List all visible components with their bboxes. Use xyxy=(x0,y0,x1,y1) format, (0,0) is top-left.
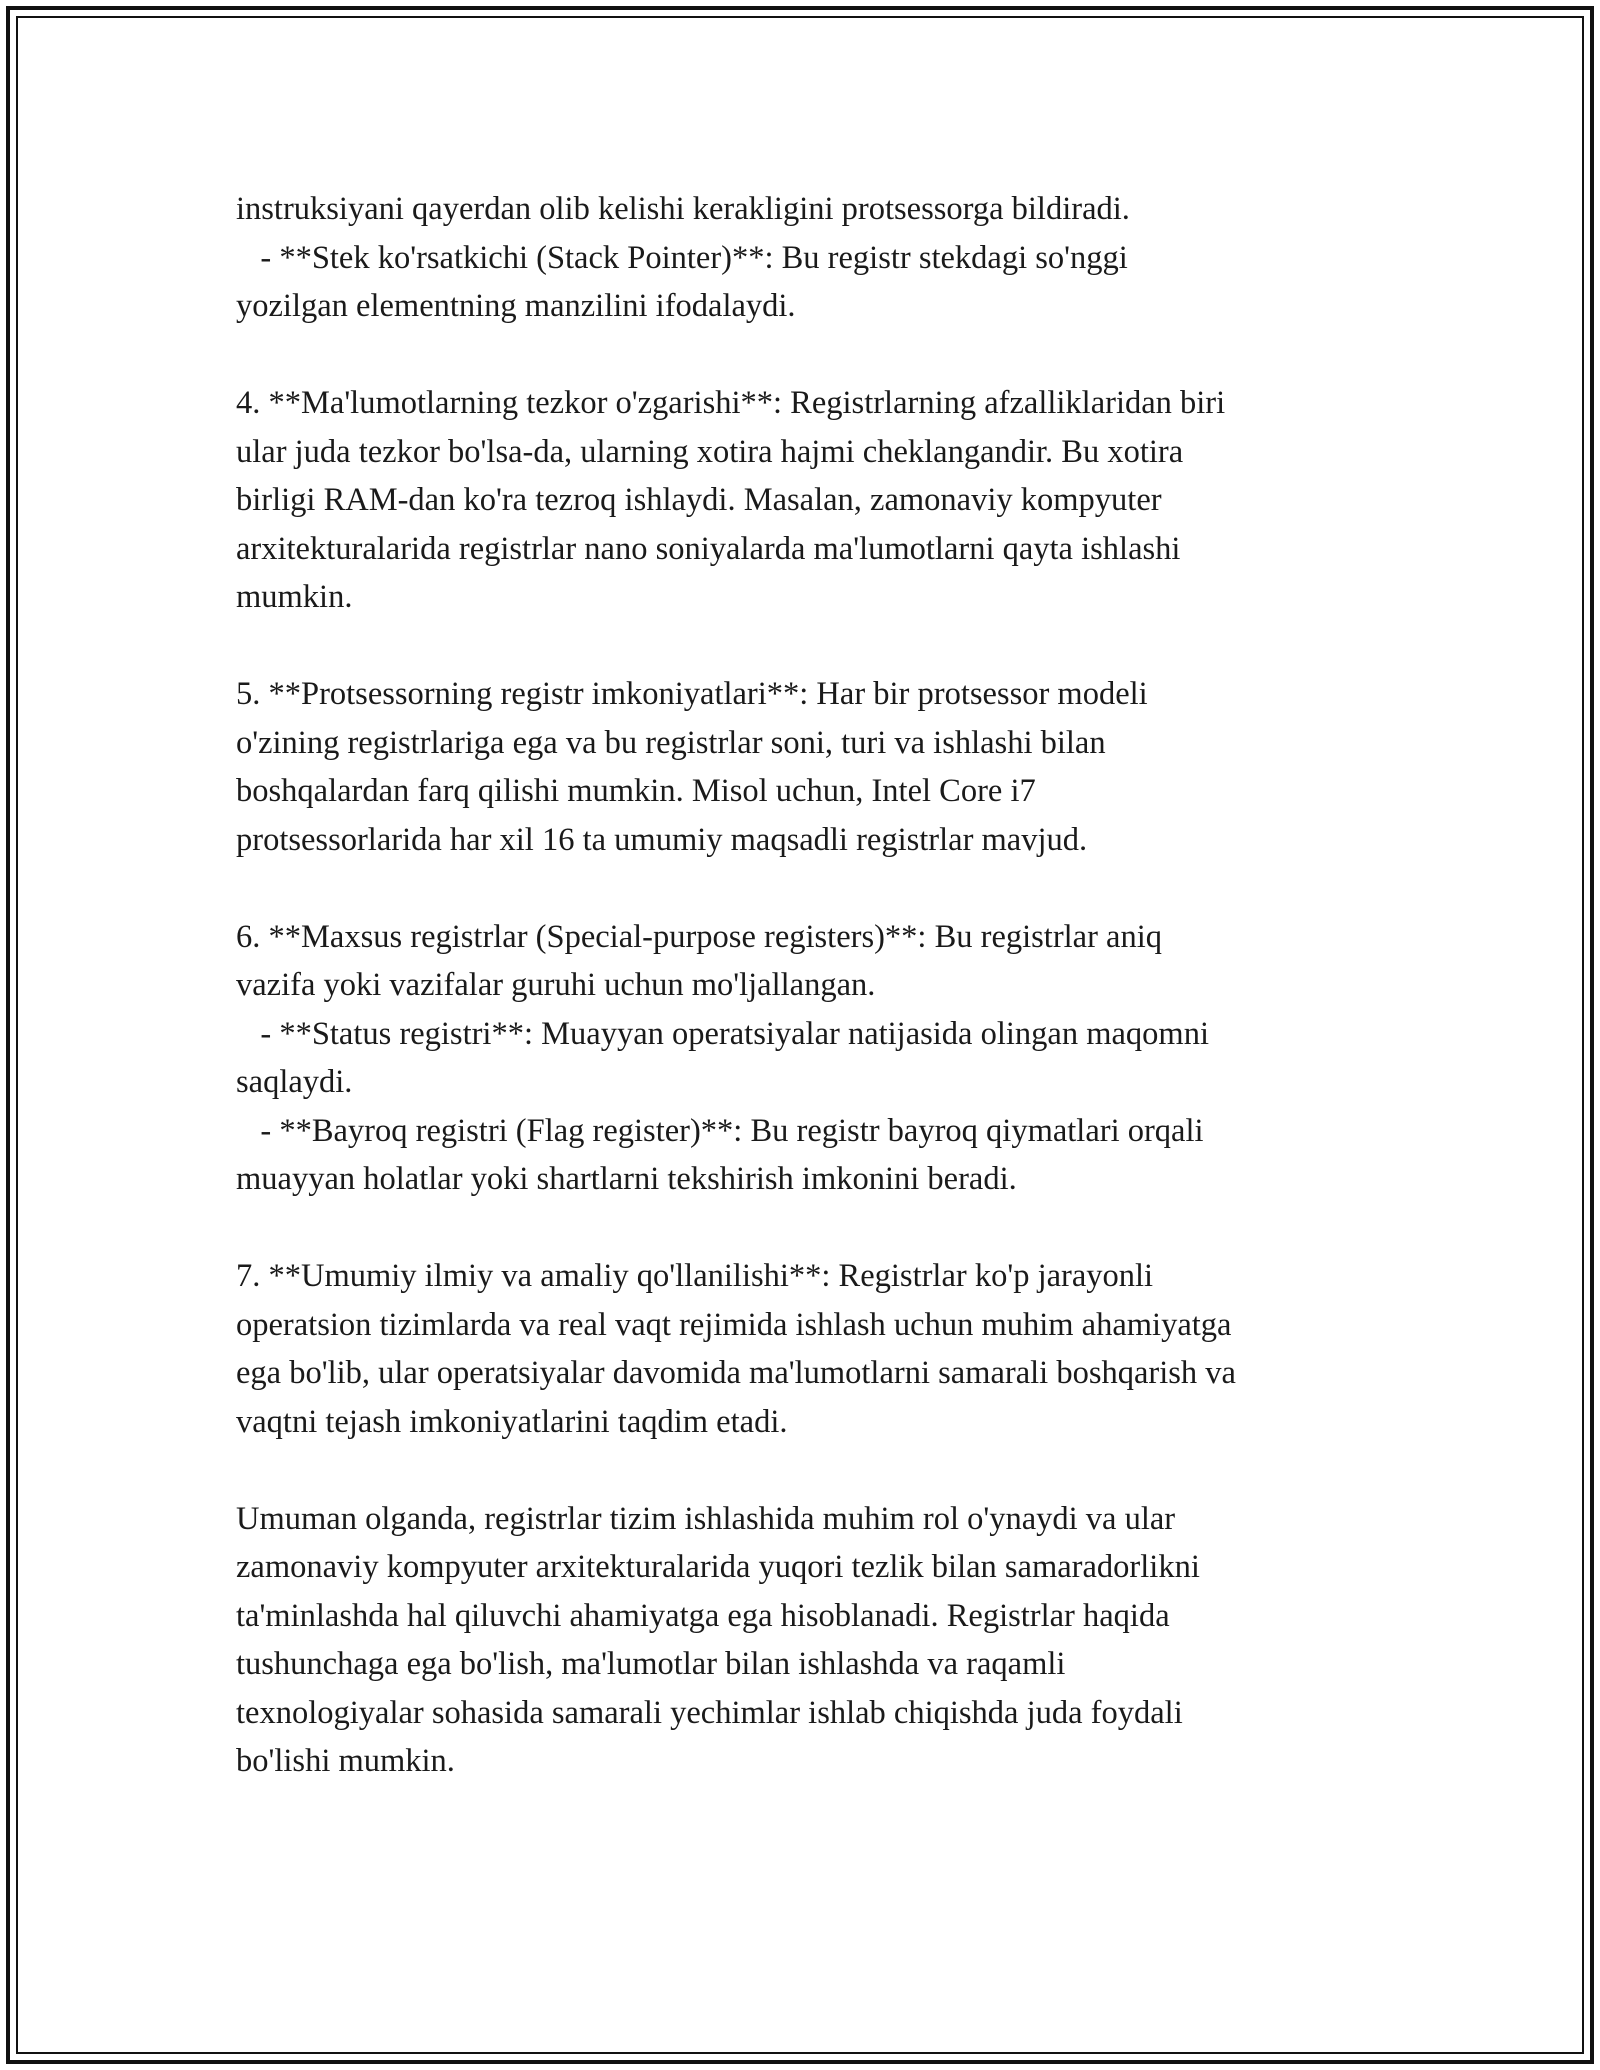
text-line: bo'lishi mumkin. xyxy=(236,1743,455,1779)
text-line: arxitekturalarida registrlar nano soniyalarda ma'lumotlarni qayta ishlashi xyxy=(236,530,1181,567)
document-body xyxy=(236,185,1386,1786)
text-line: ega bo'lib, ular operatsiyalar davomida ma'lumotlarni samarali boshqarish va xyxy=(236,1355,1236,1391)
paragraph-spacer xyxy=(236,1204,1386,1253)
text-line: instruksiyani qayerdan olib kelishi kerakligini protsessorga bildiradi. xyxy=(236,191,1130,227)
text-line: - **Bayroq registri (Flag register)**: Bu registr bayroq qiymatlari orqali xyxy=(236,1112,1204,1149)
text-line: 7. **Umumiy ilmiy va amaliy qo'llanilishi**: Registrlar ko'p jarayonli xyxy=(236,1258,1154,1294)
text-line: boshqalardan farq qilishi mumkin. Misol uchun, Intel Core i7 xyxy=(236,773,1036,809)
paragraph-spacer xyxy=(236,331,1386,380)
text-line: vazifa yoki vazifalar guruhi uchun mo'ljallangan. xyxy=(236,967,876,1003)
paragraph-spacer xyxy=(236,622,1386,671)
text-line: - **Status registri**: Muayyan operatsiyalar natijasida olingan maqomni xyxy=(236,1015,1209,1052)
text-line: birligi RAM-dan ko'ra tezroq ishlaydi. Masalan, zamonaviy kompyuter xyxy=(236,482,1162,518)
text-line: - **Stek ko'rsatkichi (Stack Pointer)**: Bu registr stekdagi so'nggi xyxy=(236,239,1128,276)
text-line: Umuman olganda, registrlar tizim ishlashida muhim rol o'ynaydi va ular xyxy=(236,1500,1176,1537)
paragraph-spacer xyxy=(236,864,1386,913)
paragraph xyxy=(236,670,1386,864)
paragraph xyxy=(236,1495,1386,1786)
text-line: yozilgan elementning manzilini ifodalaydi. xyxy=(236,288,796,324)
text-line: protsessorlarida har xil 16 ta umumiy maqsadli registrlar mavjud. xyxy=(236,821,1088,858)
paragraph xyxy=(236,913,1386,1204)
text-line: zamonaviy kompyuter arxitekturalarida yuqori tezlik bilan samaradorlikni xyxy=(236,1549,1200,1585)
text-line: 6. **Maxsus registrlar (Special-purpose registers)**: Bu registrlar aniq xyxy=(236,918,1163,955)
paragraph-spacer xyxy=(236,1446,1386,1495)
text-line: 5. **Protsessorning registr imkoniyatlari**: Har bir protsessor modeli xyxy=(236,676,1148,712)
paragraph xyxy=(236,1252,1386,1446)
text-line: mumkin. xyxy=(236,579,353,615)
text-line: ta'minlashda hal qiluvchi ahamiyatga ega hisoblanadi. Registrlar haqida xyxy=(236,1597,1170,1634)
text-line: o'zining registrlariga ega va bu registrlar soni, turi va ishlashi bilan xyxy=(236,724,1106,761)
text-line: vaqtni tejash imkoniyatlarini taqdim etadi. xyxy=(236,1403,788,1440)
text-line: saqlaydi. xyxy=(236,1064,353,1100)
text-line: muayyan holatlar yoki shartlarni tekshirish imkonini beradi. xyxy=(236,1161,1017,1197)
text-line: operatsion tizimlarda va real vaqt rejimida ishlash uchun muhim ahamiyatga xyxy=(236,1306,1232,1343)
paragraph xyxy=(236,379,1386,622)
text-line: ular juda tezkor bo'lsa-da, ularning xotira hajmi cheklangandir. Bu xotira xyxy=(236,433,1184,470)
text-line: tushunchaga ega bo'lish, ma'lumotlar bilan ishlashda va raqamli xyxy=(236,1646,1066,1682)
text-line: 4. **Ma'lumotlarning tezkor o'zgarishi**: Registrlarning afzalliklaridan biri xyxy=(236,385,1226,421)
paragraph xyxy=(236,185,1386,331)
text-line: texnologiyalar sohasida samarali yechimlar ishlab chiqishda juda foydali xyxy=(236,1694,1183,1731)
